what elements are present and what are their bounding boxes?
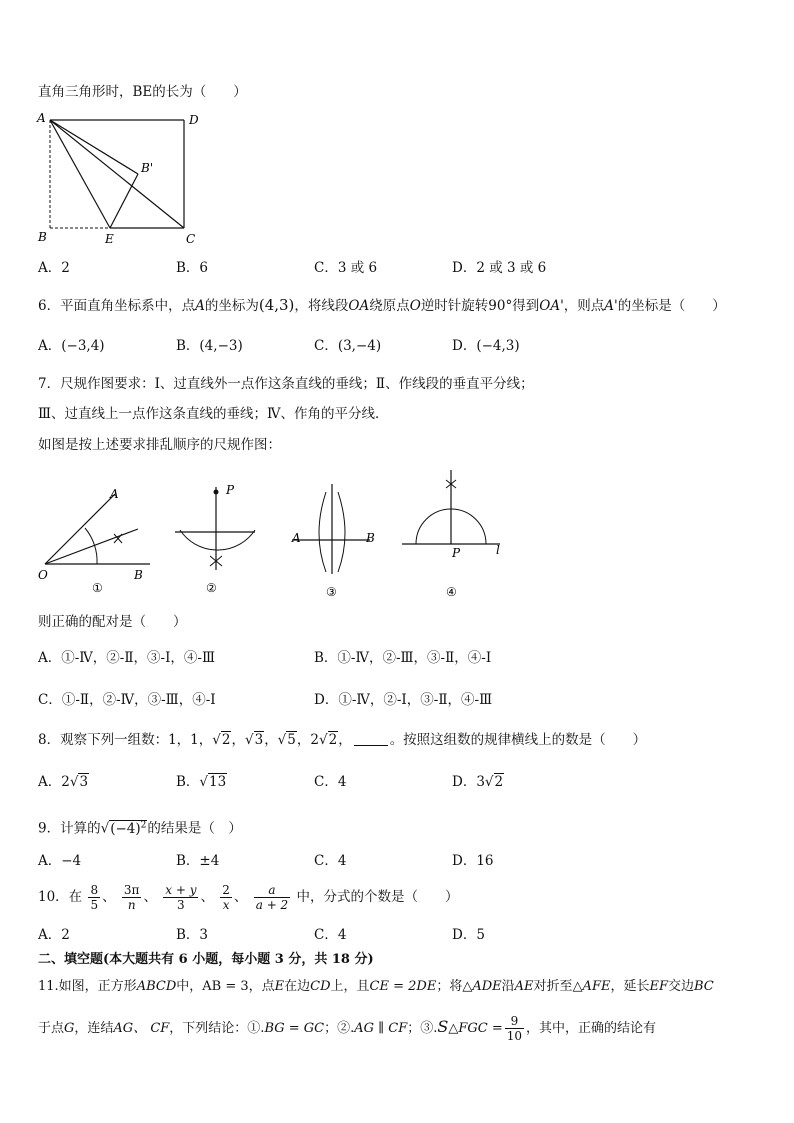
f2-number: ② [206,581,217,595]
q5-question-tail: 直角三角形时，BE的长为（ ） [38,84,247,100]
q8-option-d: D．3√2 [452,774,504,790]
q8-option-c: C．4 [314,774,347,790]
q11-line-1: 11.如图，正方形ABCD中，AB = 3，点E在边CD上，且CE = 2DE；将△ADE沿AE对折至△AFE，延长EF交边BC [38,979,714,994]
label-E: E [105,232,114,246]
q7-line-3: 如图是按上述要求排乱顺序的尺规作图： [38,437,281,453]
q7-line-1: 7．尺规作图要求：Ⅰ、过直线外一点作这条直线的垂线；Ⅱ、作线段的垂直平分线； [38,376,534,392]
label-B: B [38,230,47,244]
q9-question: 9．计算的$√(-4)^2$的结果是（ ） [38,820,242,837]
q9-option-d: D．16 [452,853,494,869]
q9-option-a: A．−4 [38,853,82,869]
f1-number: ① [92,581,103,595]
label-D: D [189,113,199,127]
figure-1-angle-bisector [38,487,150,595]
figure-2-perpendicular-from-point [175,483,255,595]
label-B-prime: B' [141,161,154,175]
q10-option-a: A．2 [38,927,70,943]
q5-option-d: D．2 或 3 或 6 [452,260,547,276]
q5-rectangle-figure [34,108,214,250]
f1-label-A: A [110,487,119,501]
f3-label-B: B [366,531,375,545]
q7-option-d: D．①-Ⅳ，②-Ⅰ，③-Ⅱ，④-Ⅲ [314,692,493,708]
q6-option-c: C．(3,−4) [314,338,382,354]
label-A: A [37,111,46,125]
f4-label-P: P [452,546,461,560]
q6-question: 6．平面直角坐标系中，点A的坐标为(4,3)，将线段OA绕原点O逆时针旋转90°得到OA'，则点A'的坐标是（ ） [38,296,726,314]
q8-option-b: B．√13 [176,774,227,790]
figure-4-perpendicular-at-point [402,470,500,599]
q7-construction-figures [30,462,530,602]
f1-label-B: B [134,568,143,582]
q7-option-c: C．①-Ⅱ，②-Ⅳ，③-Ⅲ，④-Ⅰ [38,692,216,708]
q7-question: 则正确的配对是（ ） [38,614,187,630]
q10-option-c: C．4 [314,927,347,943]
figure-3-perpendicular-bisector [291,484,375,599]
q6-option-b: B．(4,−3) [176,338,243,354]
q7-option-b: B．①-Ⅳ，②-Ⅲ，③-Ⅱ，④-Ⅰ [314,650,492,666]
f3-number: ③ [326,585,337,599]
q7-option-a: A．①-Ⅳ，②-Ⅱ，③-Ⅰ，④-Ⅲ [38,650,216,666]
label-C: C [186,232,196,246]
f4-label-l: l [496,543,500,557]
q10-option-b: B．3 [176,927,209,943]
q8-option-a: A．2√3 [38,774,89,790]
section-heading: 二、填空题(本大题共有 6 小题，每小题 3 分，共 18 分) [38,952,374,967]
q9-option-c: C．4 [314,853,347,869]
q9-option-b: B．±4 [176,853,220,869]
q6-option-a: A．(−3,4) [38,338,105,354]
q10-question: 10．在 $\frac{8}{5}$ 、 $\frac{3\pi}{n}$ 、 $\frac{x + y}{3}$ 、 $\frac{2}{x}$ 、 $\frac{a}{a + 2}$ 中，分式的个数是（ ） [38,883,459,912]
q10-option-d: D．5 [452,927,485,943]
q11-line-2: 于点G，连结AG、 CF，下列结论：①.BG = GC；②.AG ∥ CF；③.S△FGC = $\frac{9}{10}$ ，其中，正确的结论有 [38,1014,657,1043]
f2-label-P: P [226,483,235,497]
f4-number: ④ [446,585,457,599]
q5-option-a: A．2 [38,260,70,276]
q6-option-d: D．(−4,3) [452,338,520,354]
answer-blank [354,733,388,746]
q5-option-b: B．6 [176,260,209,276]
q5-option-c: C．3 或 6 [314,260,378,276]
q7-line-2: Ⅲ、过直线上一点作这条直线的垂线；Ⅳ、作角的平分线． [38,406,389,422]
q8-question: 8．观察下列一组数：1，1，√2，√3，√5，2√2， 。按照这组数的规律横线上的数是（ ） [38,732,647,748]
f3-label-A: A [292,531,301,545]
f1-label-O: O [38,568,48,582]
